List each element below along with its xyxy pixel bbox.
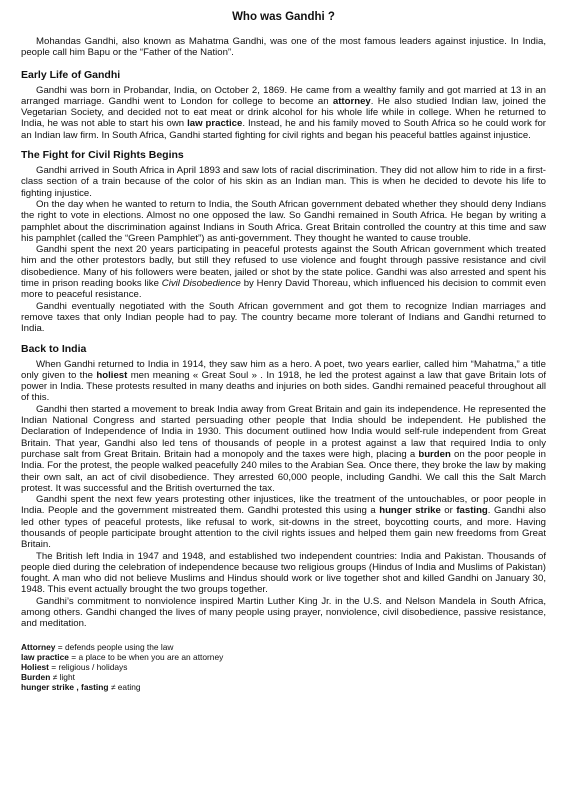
glossary-definition: = religious / holidays <box>48 662 128 673</box>
text-run: . Instead, he and his family moved to South Africa so he could work for an Indian law firm. In South Africa, Gandhi started fighting for civil rights and began his peaceful battles against injustice. <box>21 118 546 141</box>
section-paragraph <box>21 404 546 494</box>
sections-container <box>21 69 546 630</box>
bold-term: burden <box>418 448 451 460</box>
glossary-definition: = defends people using the law <box>55 641 174 652</box>
section-heading: The Fight for Civil Rights Begins <box>21 149 184 162</box>
text-run: on the poor people in India. For the protest, the people walked peacefully 240 miles to the Arabian Sea. Once there, they broke the law by making their own salt, an act of civil disobedience. They arrested 60,000 people, including Gandhi. We call this the Salt March protest. It was successful and the British overturned the tax. <box>21 448 546 494</box>
section-paragraph <box>21 199 546 244</box>
section-paragraph <box>21 244 546 300</box>
bold-term: hunger strike <box>379 505 441 517</box>
section-paragraph <box>21 85 546 141</box>
glossary-item <box>21 662 546 672</box>
glossary-item <box>21 682 546 692</box>
section-heading: Early Life of Gandhi <box>21 68 121 81</box>
glossary-term: Attorney <box>21 641 56 652</box>
section <box>21 149 546 334</box>
glossary-item <box>21 672 546 682</box>
text-run: . He also studied Indian law, joined the Vegetarian Society, and decided not to eat meat or drink alcohol for his whole life while in college. When he returned to India, he was not able to start his own <box>21 95 546 130</box>
bold-term: holiest <box>96 369 128 381</box>
glossary <box>21 642 546 693</box>
text-run: When Gandhi returned to India in 1914, they saw him as a hero. A poet, two years earlier, called him “Mahatma,” a title only given to the <box>21 358 546 381</box>
section <box>21 69 546 141</box>
bold-term: attorney <box>332 95 371 107</box>
glossary-term: law practice <box>21 651 69 662</box>
section-paragraph <box>21 359 546 404</box>
section-paragraph <box>21 301 546 335</box>
text-run: Gandhi was born in Probandar, India, on October 2, 1869. He came from a wealthy family and got married at 13 in an arranged marriage. Gandhi went to London for college to become an <box>21 84 546 107</box>
text-run: Gandhi spent the next few years protesting other injustices, like the treatment of the untouchables, or poor people in India. People and the government mistreated them. Gandhi protested this using a <box>21 494 546 517</box>
glossary-term: Holiest <box>21 662 49 673</box>
glossary-definition: = a place to be when you are an attorney <box>68 651 224 662</box>
glossary-definition: ≠ eating <box>108 682 141 693</box>
text-run: On the day when he wanted to return to India, the South African government debated whether they should deny Indians the right to vote in elections. Almost no one opposed the law. So Gandhi remained in South Africa. He began by writing a pamphlet about the discrimination against Indians in South Africa. Great Britain controlled the country at this time and saw his pamphlet (called the “Green Pamphlet”) as anti-government. They thought he wanted to cause trouble. <box>21 198 546 244</box>
text-run: men meaning « Great Soul » . In 1918, he led the protest against a law that gave Britain lots of power in India. These protests resulted in many deaths and injuries on both sides. Gandhi remained peaceful throughout all of this. <box>21 369 546 404</box>
bold-term: law practice <box>187 118 243 130</box>
text-run: by Henry David Thoreau, which influenced his decision to commit even more to peaceful resistance. <box>21 278 547 301</box>
glossary-term: hunger strike , fasting <box>21 682 109 693</box>
section-paragraph <box>21 596 546 630</box>
text-run: The British left India in 1947 and 1948, and established two independent countries: India and Pakistan. Thousands of people died during the celebration of independence because two religious groups (Hindus of India and Muslims of Pakistan) fought. A man who did not believe Muslims and Hindus should work or live together shot and killed Gandhi on January 30, 1948. This event actually brought the two groups together. <box>21 550 546 596</box>
section-paragraph <box>21 494 546 550</box>
text-run: . Gandhi also led other types of peaceful protests, like refusal to work, sit-downs in the street, boycotting courts, and more. Having thousands of people participate brought attention to the civil rights issues and helped them gain new freedoms from Great Britain. <box>21 505 546 551</box>
text-run: Gandhi arrived in South Africa in April 1893 and saw lots of racial discrimination. They did not allow him to ride in a first-class section of a train because of the color of his skin as an Indian man. This is when he decided to devote his life to fighting injustice. <box>21 165 546 199</box>
text-run: Gandhi spent the next 20 years participating in peaceful protests against the South African government which treated him and the other protestors badly, but still they refused to use violence and fought through passive resistance and civil disobedience. Many of his followers were beaten, jailed or shot by the state police. Gandhi was also arrested and spent his time in prison reading books like <box>21 244 546 290</box>
bold-term: fasting <box>456 505 488 517</box>
glossary-item <box>21 652 546 662</box>
text-run: Gandhi’s commitment to nonviolence inspired Martin Luther King Jr. in the U.S. and Nelson Mandela in South Africa, among others. Gandhi changed the lives of many people using prayer, nonviolence, civil disobedience, passive resistance, and meditation. <box>21 595 546 630</box>
section-paragraph <box>21 551 546 596</box>
section <box>21 343 546 630</box>
text-run: or <box>440 505 457 517</box>
document-title: Who was Gandhi ? <box>232 11 335 23</box>
intro-paragraph: Mohandas Gandhi, also known as Mahatma Gandhi, was one of the most famous leaders against injustice. In India, people call him Bapu or the “Father of the Nation”. <box>21 36 546 59</box>
italic-title: Civil Disobedience <box>161 278 241 290</box>
text-run: Gandhi then started a movement to break India away from Great Britain and gain its independence. He represented the Indian National Congress and started persuading other people that India should be independent. He published the Declaration of Independence of India in 1930. This document outlined how India would self-rule independent from Great Britain. That year, Gandhi also led tens of thousands of people in a protest against a law that required India to only purchase salt from Great Britain. Britain had a monopoly and the taxes were high, placing a <box>21 403 546 460</box>
glossary-item <box>21 642 546 652</box>
text-run: Gandhi eventually negotiated with the South African government and got them to recognize Indian marriages and remove taxes that only Indian people had to pay. The country became more tolerant of Indians and Gandhi returned to India. <box>21 300 546 335</box>
section-paragraph <box>21 165 546 199</box>
section-heading: Back to India <box>21 342 87 355</box>
glossary-definition: ≠ light <box>50 672 75 683</box>
glossary-term: Burden <box>21 672 51 683</box>
